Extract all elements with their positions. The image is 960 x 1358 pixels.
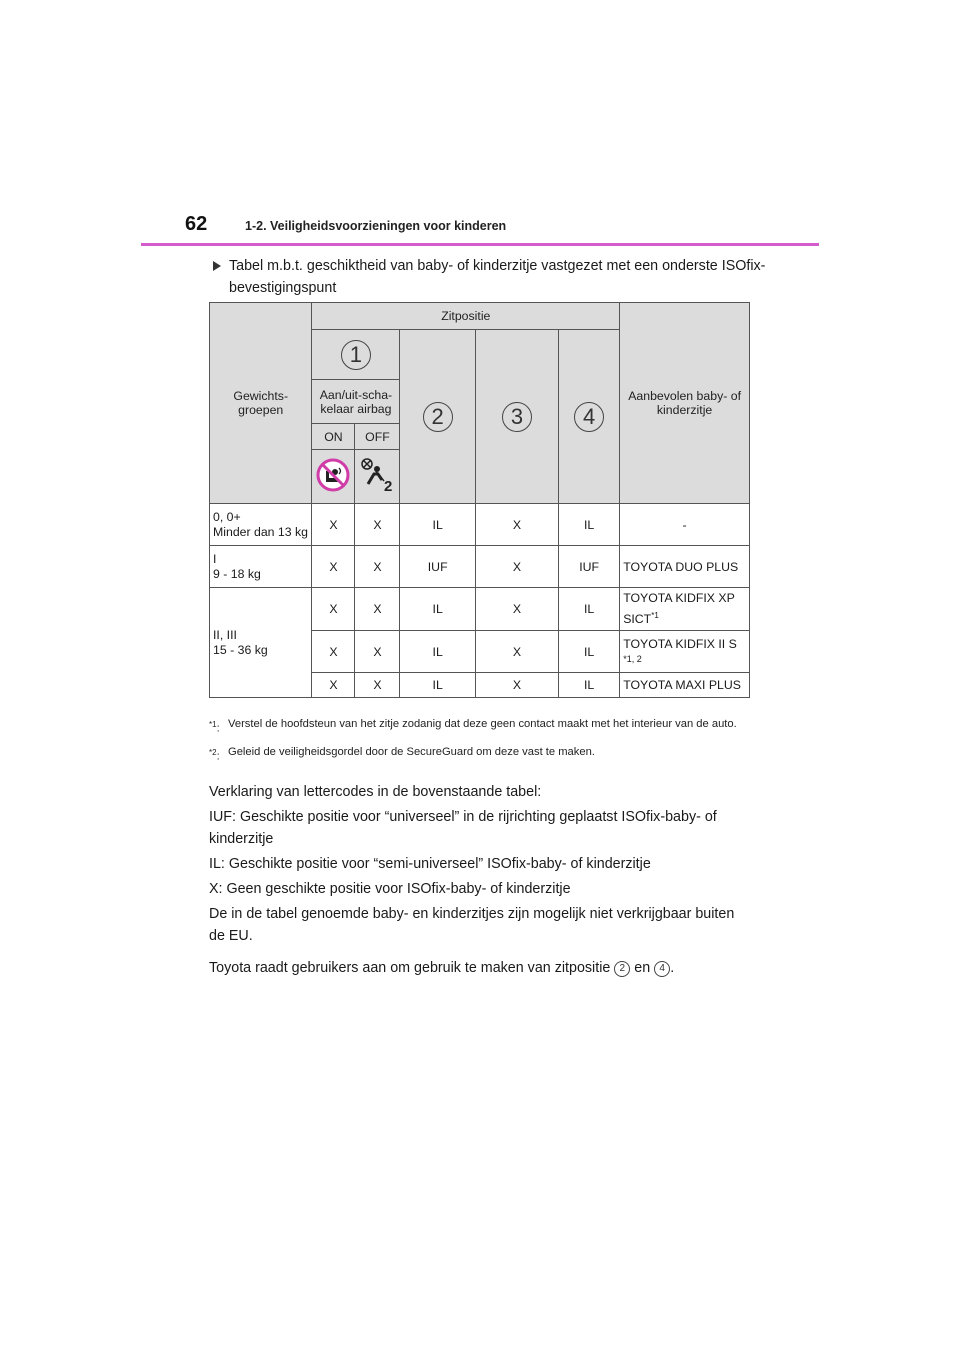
- footnote-1: $^{*1}$: Verstel de hoofdsteun van het zitje zodanig dat deze geen contact maakt met het interieur van de auto.: [209, 718, 737, 735]
- position-1-on-value: X: [312, 588, 355, 631]
- position-3-value: X: [475, 546, 558, 588]
- header-rule: [141, 243, 819, 246]
- position-3-value: X: [475, 631, 558, 673]
- position-4-cell: [559, 330, 620, 504]
- position-1-on-value: X: [312, 546, 355, 588]
- legend-explanation: [209, 781, 754, 982]
- position-4-inline-icon: 4: [654, 961, 670, 977]
- position-4-value: IL: [559, 631, 620, 673]
- weight-group-header: Gewichts- groepen: [210, 303, 312, 504]
- legend-x: X: Geen geschikte positie voor ISOfix-baby- of kinderzitje: [209, 881, 571, 897]
- position-4-value: IL: [559, 673, 620, 698]
- recommended-seat-value: -: [620, 504, 750, 546]
- position-1-on-value: X: [312, 673, 355, 698]
- position-1-off-value: X: [355, 631, 400, 673]
- position-1-off-value: X: [355, 588, 400, 631]
- page-number: 62: [185, 213, 208, 235]
- footnote-2: $^{*2}$: Geleid de veiligheidsgordel door de SecureGuard om deze vast te maken.: [209, 745, 595, 763]
- footnote-ref: *1: [651, 610, 659, 620]
- position-2-value: IL: [400, 504, 476, 546]
- position-2-value: IUF: [400, 546, 476, 588]
- position-1-off-value: X: [355, 546, 400, 588]
- position-3-value: X: [475, 504, 558, 546]
- footnotes: [209, 716, 754, 771]
- seat-position-header: Zitpositie: [312, 303, 620, 330]
- recommended-seat-value: TOYOTA MAXI PLUS: [620, 673, 750, 698]
- legend-il: IL: Geschikte positie voor “semi-universeel” ISOfix-baby- of kinderzitje: [209, 856, 651, 872]
- footnote-ref: *1, 2: [623, 653, 642, 664]
- section-title: 1-2. Veiligheidsvoorzieningen voor kinderen: [245, 219, 507, 233]
- airbag-off-icon-cell: [355, 450, 400, 504]
- position-4-value: IUF: [559, 546, 620, 588]
- seat-position-advice: Toyota raadt gebruikers aan om gebruik te maken van zitpositie 2 en 4 .: [209, 960, 675, 976]
- weight-group-cell: I 9 - 18 kg: [210, 546, 312, 588]
- legend-iuf: IUF: Geschikte positie voor “universeel” in de rijrichting geplaatst ISOfix-baby- of kinderzitje: [209, 809, 717, 847]
- child-seat-airbag-prohibited-icon: [315, 457, 351, 493]
- table-row: [210, 546, 750, 588]
- position-1-on-value: X: [312, 631, 355, 673]
- position-3-value: X: [475, 588, 558, 631]
- position-2-icon: 2: [423, 402, 453, 432]
- airbag-on-header: ON: [312, 424, 355, 450]
- intro-text: Tabel m.b.t. geschiktheid van baby- of kinderzitje vastgezet met een onderste ISOfix-bevestigingspunt: [229, 258, 766, 296]
- position-1-on-value: X: [312, 504, 355, 546]
- position-2-value: IL: [400, 588, 476, 631]
- table-row: [210, 504, 750, 546]
- position-4-icon: 4: [574, 402, 604, 432]
- position-3-cell: [475, 330, 558, 504]
- recommended-seat-header: Aanbevolen baby- of kinderzitje: [620, 303, 750, 504]
- position-4-value: IL: [559, 588, 620, 631]
- legend-title: Verklaring van lettercodes in de bovenstaande tabel:: [209, 784, 542, 800]
- position-2-cell: [400, 330, 476, 504]
- position-1-off-value: X: [355, 504, 400, 546]
- position-2-value: IL: [400, 631, 476, 673]
- position-3-icon: 3: [502, 402, 532, 432]
- recommended-seat-value: TOYOTA DUO PLUS: [620, 546, 750, 588]
- table-row: [210, 588, 750, 631]
- airbag-off-header: OFF: [355, 424, 400, 450]
- intro-paragraph: [213, 255, 773, 299]
- position-1-icon: 1: [341, 340, 371, 370]
- position-1-off-value: X: [355, 673, 400, 698]
- eu-availability-note: De in de tabel genoemde baby- en kinderzitjes zijn mogelijk niet verkrijgbaar buiten de EU.: [209, 906, 735, 944]
- recommended-seat-value: TOYOTA KIDFIX XP SICT$^{*1}$: [620, 588, 750, 631]
- position-2-value: IL: [400, 673, 476, 698]
- isofix-suitability-table: [209, 302, 750, 698]
- airbag-on-icon-cell: [312, 450, 355, 504]
- position-1-cell: [312, 330, 400, 380]
- position-4-value: IL: [559, 504, 620, 546]
- weight-group-cell: 0, 0+ Minder dan 13 kg: [210, 504, 312, 546]
- svg-text:2: 2: [384, 478, 393, 494]
- airbag-switch-header: Aan/uit-scha- kelaar airbag: [312, 380, 400, 424]
- recommended-seat-value: TOYOTA KIDFIX II S *1, 2: [620, 631, 750, 673]
- weight-group-cell: II, III 15 - 36 kg: [210, 588, 312, 698]
- bullet-arrow-icon: [213, 261, 221, 271]
- position-2-inline-icon: 2: [614, 961, 630, 977]
- airbag-passenger-off-icon: [358, 456, 396, 494]
- position-3-value: X: [475, 673, 558, 698]
